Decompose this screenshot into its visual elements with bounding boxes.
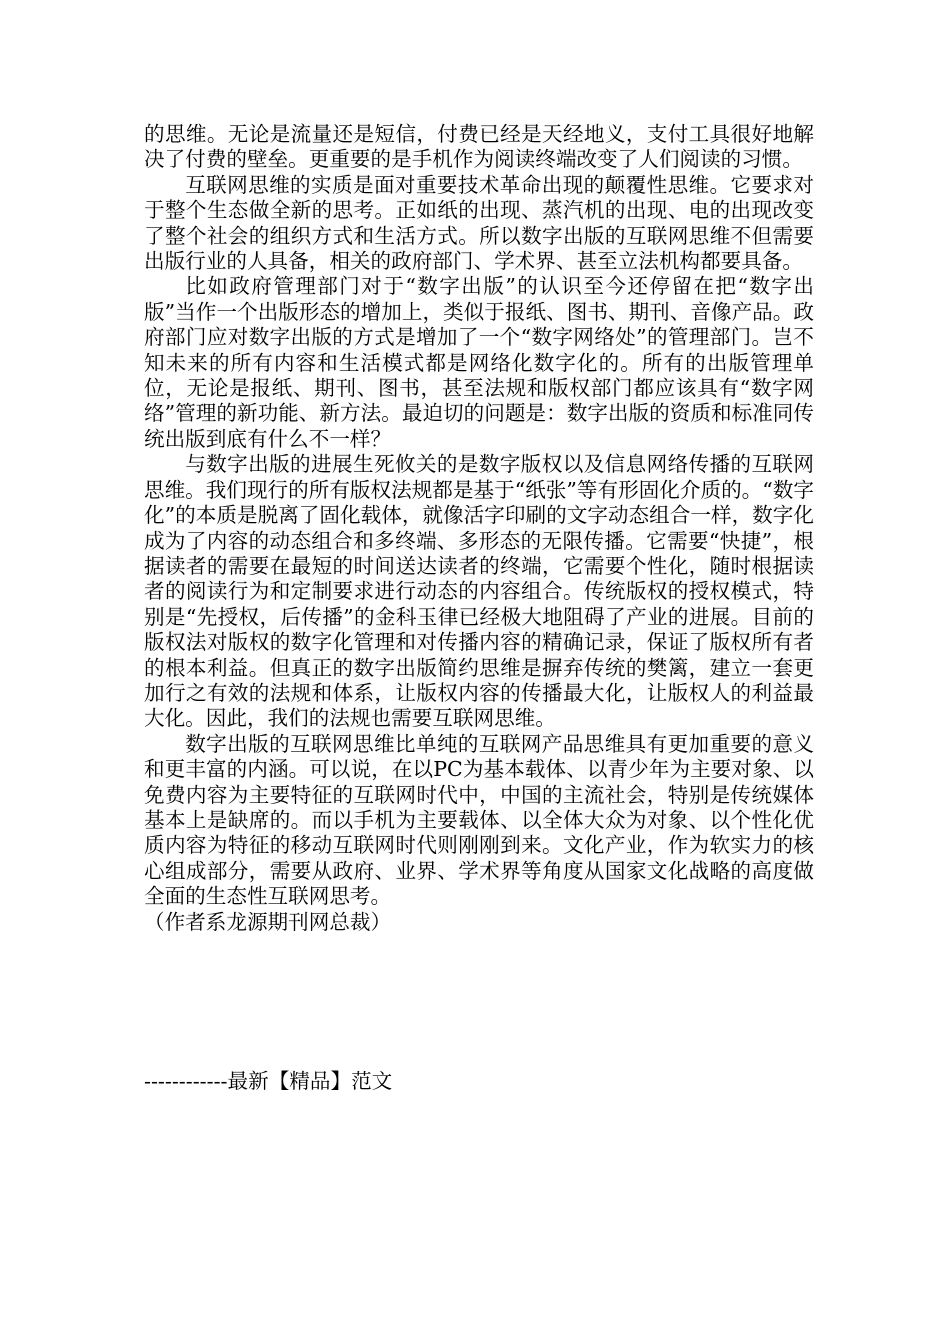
paragraph-internet-thinking: 互联网思维的实质是面对重要技术革命出现的颠覆性思维。它要求对于整个生态做全新的思考。正如纸的出现、蒸汽机的出现、电的出现改变了整个社会的组织方式和生活方式。所以数字出版的互联网思维不但需要出版行业的人具备，相关的政府部门、学术界、甚至立法机构都要具备。 — [144, 172, 814, 274]
article-body — [144, 122, 814, 935]
paragraph-government: 比如政府管理部门对于“数字出版”的认识至今还停留在把“数字出版”当作一个出版形态的增加上，类似于报纸、图书、期刊、音像产品。政府部门应对数字出版的方式是增加了一个“数字网络处”的管理部门。岂不知未来的所有内容和生活模式都是网络化数字化的。所有的出版管理单位，无论是报纸、期刊、图书，甚至法规和版权部门都应该具有“数字网络”管理的新功能、新方法。最迫切的问题是：数字出版的资质和标准同传统出版到底有什么不一样？ — [144, 274, 814, 451]
footer-text: ------------最新【精品】范文 — [144, 1069, 393, 1093]
paragraph-copyright: 与数字出版的进展生死攸关的是数字版权以及信息网络传播的互联网思维。我们现行的所有版权法规都是基于“纸张”等有形固化介质的。“数字化”的本质是脱离了固化载体，就像活字印刷的文字动态组合一样，数字化成为了内容的动态组合和多终端、多形态的无限传播。它需要“快捷”，根据读者的需要在最短的时间送达读者的终端，它需要个性化，随时根据读者的阅读行为和定制要求进行动态的内容组合。传统版权的授权模式，特别是“先授权，后传播”的金科玉律已经极大地阻碍了产业的进展。目前的版权法对版权的数字化管理和对传播内容的精确记录，保证了版权所有者的根本利益。但真正的数字出版简约思维是摒弃传统的樊篱，建立一套更加行之有效的法规和体系，让版权内容的传播最大化，让版权人的利益最大化。因此，我们的法规也需要互联网思维。 — [144, 452, 814, 731]
paragraph-conclusion: 数字出版的互联网思维比单纯的互联网产品思维具有更加重要的意义和更丰富的内涵。可以说，在以PC为基本载体、以青少年为主要对象、以免费内容为主要特征的互联网时代中，中国的主流社会，特别是传统媒体基本上是缺席的。而以手机为主要载体、以全体大众为对象、以个性化优质内容为特征的移动互联网时代则刚刚到来。文化产业，作为软实力的核心组成部分，需要从政府、业界、学术界等角度从国家文化战略的高度做全面的生态性互联网思考。 — [144, 731, 814, 909]
author-byline: （作者系龙源期刊网总裁） — [144, 909, 392, 934]
paragraph-continuation: 的思维。无论是流量还是短信，付费已经是天经地义，支付工具很好地解决了付费的壁垒。更重要的是手机作为阅读终端改变了人们阅读的习惯。 — [144, 122, 814, 172]
